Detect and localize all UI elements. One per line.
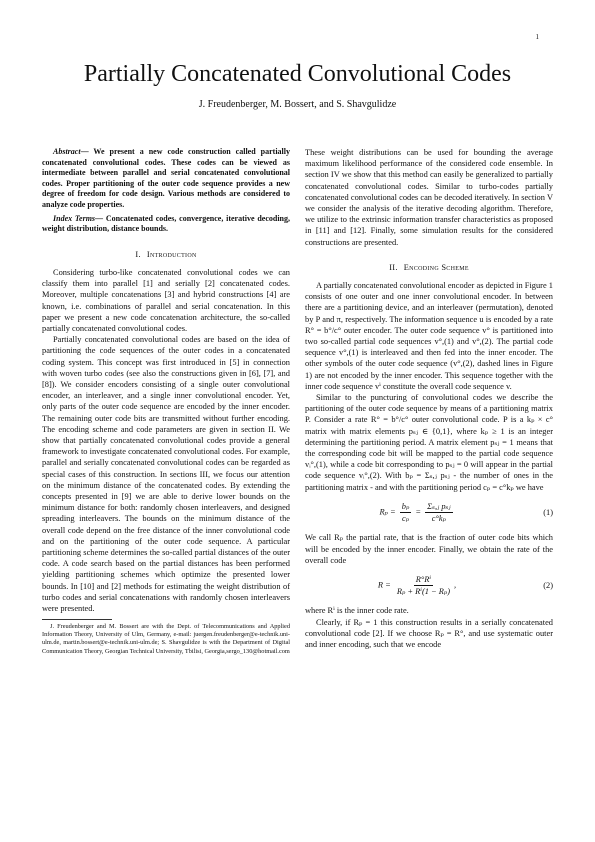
equation-2-number: (2) (543, 581, 553, 590)
abstract-text: — We present a new code construction called partially concatenated convolutional codes. These codes can be viewed as intermediate between parallel and serial concatenated convolutional codes. Proper partitioning of the outer code sequence provides a new degree of freedom for code design. Various methods are considered to analyze code properties. (42, 147, 290, 209)
index-terms-text: — Concatenated codes, convergence, iterative decoding, weight distribution, distance bounds. (42, 213, 290, 234)
section-1-number: I. (135, 249, 141, 259)
eq2-fraction (395, 574, 452, 597)
eq1-numerator-2: Σₛ,ⱼ pₛⱼ (425, 501, 452, 513)
right-column (305, 147, 553, 650)
encoding-paragraph-1: A partially concatenated convolutional encoder as depicted in Figure 1 consists of one outer and one inner convolutional encoder. In between there are a partitioning device, and an interleaver (permutation), denoted by P and π, respectively. The information sequence u is encoded by a rate R° = b°/c° outer encoder. The outer code sequence v° is partitioned into two so-called partial code sequences v°,(1) and v°,(2). The partial code sequence v°,(1) is interleaved and then fed into the inner encoder. The other symbols of the outer code sequence (v°,(2), dashed lines in Figure 1) are not encoded by the inner encoder. This sequence together with the inner code sequence vⁱ constitute the overall code sequence v. (305, 281, 553, 391)
equation-2 (305, 574, 553, 597)
section-2-title: Encoding Scheme (403, 262, 469, 272)
author-footnote: J. Freudenberger and M. Bossert are with the Dept. of Telecommunications and Applied Information Theory, University of Ulm, Germany, e-mail: juergen.freudenberger@e-technik.uni-ulm.de, martin.bossert@e-technik.uni-ulm.de; S. Shavgulidze is with the Department of Digital Communication Theory, Georgian Technical University, Tbilisi, Georgia,sergo_130@hotmail.com (42, 623, 290, 655)
eq1-fraction-1 (400, 501, 412, 524)
eq1-fraction-2 (425, 501, 452, 524)
eq1-equals: = (415, 507, 422, 517)
encoding-paragraph-2: Similar to the puncturing of convolutional codes we describe the partitioning of the outer code sequence by means of a partitioning matrix P. Consider a rate R° = b°/c° outer convolutional code. P is a kₚ × c° matrix with matrix elements pₛⱼ ∈ {0,1}, where kₚ ≥ 1 is an integer determining the partitioning period. A matrix element pₛⱼ = 1 means that the corresponding code bit will be mapped to the partial code sequence vᵢ°,(1), while a code bit corresponding to pₛⱼ = 0 will appear in the partial code sequence vᵢ°,(2). With bₚ = Σₛ,ⱼ pₛⱼ - the number of ones in the partitioning matrix - and with the partitioning period cₚ = c°kₚ we have (305, 393, 553, 492)
section-1-title: Introduction (146, 249, 197, 259)
intro-paragraph-2: Partially concatenated convolutional codes are based on the idea of partitioning the code sequences of the outer codes in a concatenated coding system. This concept was first introduced in [5] in connection with woven turbo codes (see also the constructions given in [6], [7], and [8]). We consider encoders consisting of a single outer convolutional encoder, an interleaver, and a single inner convolutional encoder. Yet, only parts of the outer code sequence are encoded by the inner encoder. The remaining outer code bits are transmitted without further encoding. The encoding scheme and code parameters are given in section II. We show that partially concatenated convolutional codes provide a general framework to investigate concatenated convolutional codes. For example, parallel and serially concatenated convolutional codes can be regarded as special cases of this construction. In sections III, we focus our attention on the minimum distance of the concatenated codes. By extending the concepts presented in [9] we are able to derive lower bounds on the minimum distance for both: randomly chosen interleavers, and designed spreading interleavers. The bounds on the minimum distance of the overall code depend on the free distance of the inner convolutional code and on the partitioning of the outer code sequence. A particular partitioning scheme determines the so-called partial distances of the outer code. A code search based on the partial distances has been performed yielding partitioning schemes which optimize the presented lower bounds. In [10] and [2] methods for estimating the weight distribution of turbo codes and serial concatenations with randomly chosen interleavers were presented. (42, 335, 290, 614)
encoding-paragraph-5: Clearly, if Rₚ = 1 this construction results in a serially concatenated convolutional code [2]. If we choose Rₚ = R°, and use systematic outer and inner encoding, such that we encode (305, 617, 553, 649)
eq2-denominator: Rₚ + Rⁱ(1 − Rₚ) (396, 587, 451, 597)
section-1-heading (42, 249, 290, 260)
abstract (42, 147, 290, 211)
index-terms (42, 214, 290, 235)
footnote-divider (42, 619, 112, 620)
section-2-heading (305, 262, 553, 273)
eq2-comma: , (454, 580, 457, 590)
eq1-denominator-2: c°kₚ (431, 514, 446, 524)
section-2-number: II. (389, 262, 398, 272)
equation-1 (305, 501, 553, 524)
equation-1-number: (1) (543, 507, 553, 517)
encoding-paragraph-4: where Rⁱ is the inner code rate. (305, 606, 409, 616)
left-column (42, 147, 290, 656)
eq1-numerator-1: bₚ (400, 501, 412, 513)
paper-authors: J. Freudenberger, M. Bossert, and S. Shavgulidze (198, 99, 397, 110)
index-terms-label: Index Terms (53, 213, 96, 223)
eq2-lhs: R = (377, 580, 391, 590)
page-number: 1 (535, 33, 539, 41)
eq1-lhs: Rₚ = (379, 507, 396, 517)
intro-continuation: These weight distributions can be used for bounding the average maximum likelihood performance of the considered code ensemble. In section IV we show that this method can easily be generalized to partially concatenated convolutional codes. Similar to turbo-codes partially concatenated convolutional codes can be decoded iteratively. In section V we consider the analysis of the iterative decoding algorithm. Therefore, we utilize to the extrinsic information transfer characteristics as proposed in [11] and [12]. Finally, some simulation results for the considered constructions are presented. (305, 148, 553, 247)
intro-paragraph-1: Considering turbo-like concatenated convolutional codes we can classify them into parallel [1] and serially [2] concatenated codes. Moreover, multiple concatenations [3] and hybrid constructions [4] are known, i.e. combinations of parallel and serial concatenation. In this paper we present a new code concatenation architecture, the so-called partially concatenated convolutional codes. (42, 267, 290, 333)
encoding-paragraph-3: We call Rₚ the partial rate, that is the fraction of outer code bits which will be encoded by the inner encoder. Finally, we obtain the rate of the overall code (305, 533, 553, 565)
equation-2-body (305, 574, 529, 597)
eq2-numerator: R°Rⁱ (414, 574, 433, 586)
equation-1-body (305, 501, 529, 524)
paper-title: Partially Concatenated Convolutional Codes (83, 61, 512, 87)
abstract-label: Abstract (53, 147, 81, 156)
eq1-denominator-1: cₚ (401, 514, 410, 524)
